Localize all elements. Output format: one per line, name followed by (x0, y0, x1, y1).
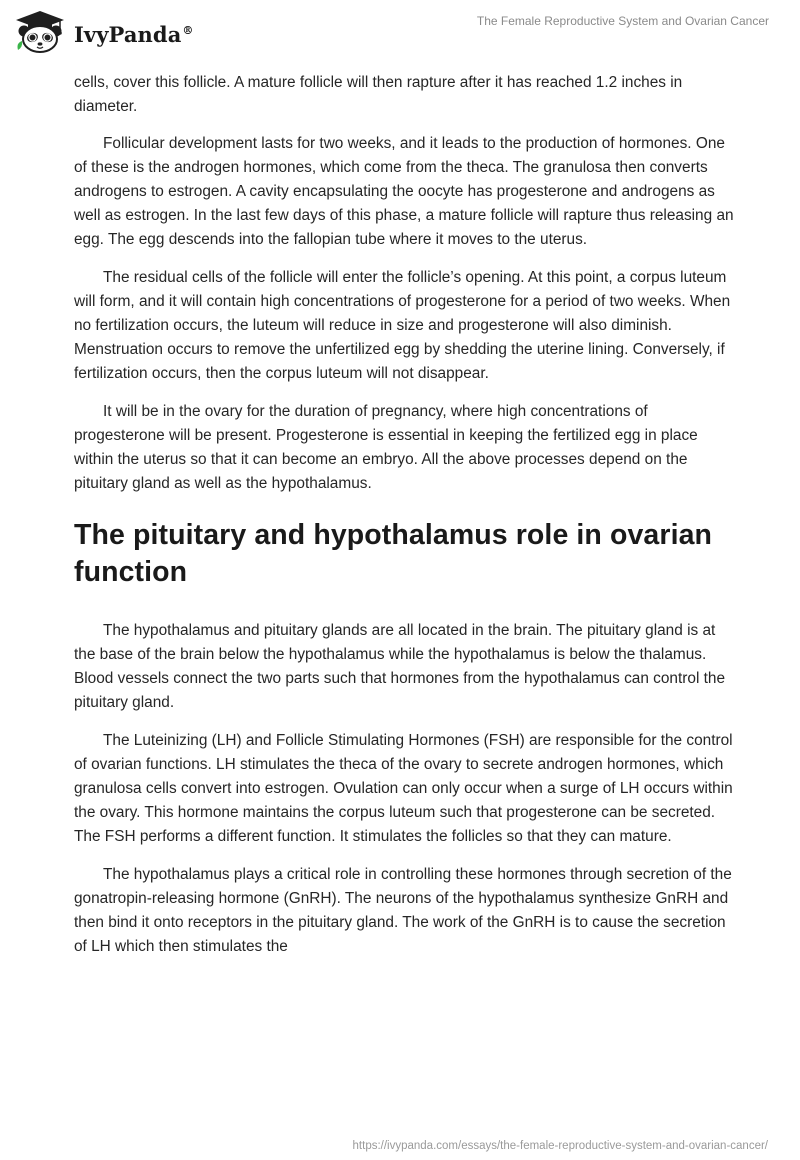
paragraph: Follicular development lasts for two weeks, and it leads to the production of hormones. One of these is the androgen hormones, which come from the theca. The granulosa then converts androgens to estrogen. A cavity encapsulating the oocyte has progesterone and androgens as well as estrogen. In the last few days of this phase, a mature follicle will rapture thus releasing an egg. The egg descends into the fallopian tube where it moves to the uterus. (74, 135, 734, 248)
paragraph: The Luteinizing (LH) and Follicle Stimulating Hormones (FSH) are responsible for the control of ovarian functions. LH stimulates the theca of the ovary to secrete androgen hormones, which granulosa cells convert into estrogen. Ovulation can only occur when a surge of LH occurs within the ovary. This hormone maintains the corpus luteum such that progesterone can be secreted. The FSH performs a different function. It stimulates the follicles so that they can mature. (74, 732, 733, 845)
section-heading: The pituitary and hypothalamus role in ovarian function (74, 519, 713, 588)
essay-content (74, 71, 734, 973)
paragraph: The hypothalamus plays a critical role in controlling these hormones through secretion of the gonatropin-releasing hormone (GnRH). The neurons of the hypothalamus synthesize GnRH and then bind it onto receptors in the pituitary gland. The work of the GnRH is to cause the secretion of LH which then stimulates the (74, 866, 732, 955)
logo-text (74, 22, 194, 47)
panda-logo-icon (14, 10, 66, 54)
source-url-link[interactable]: https://ivypanda.com/essays/the-female-reproductive-system-and-ovarian-cancer/ (352, 1140, 768, 1152)
paragraph: The hypothalamus and pituitary glands are all located in the brain. The pituitary gland is at the base of the brain below the hypothalamus while the hypothalamus is below the thalamus. Blood vessels connect the two parts such that hormones from the hypothalamus can control the pituitary gland. (74, 622, 726, 711)
paragraph: It will be in the ovary for the duration of pregnancy, where high concentrations of progesterone will be present. Progesterone is essential in keeping the fertilized egg in place within the uterus so that it can become an embryo. All the above processes depend on the pituitary gland as well as the hypothalamus. (74, 403, 698, 492)
document-title: The Female Reproductive System and Ovarian Cancer (476, 14, 769, 28)
logo-wordmark: IvyPanda (74, 21, 182, 47)
paragraph: The residual cells of the follicle will enter the follicle’s opening. At this point, a corpus luteum will form, and it will contain high concentrations of progesterone for a period of two weeks. When no fertilization occurs, the luteum will reduce in size and progesterone will also diminish. Menstruation occurs to remove the unfertilized egg by shedding the uterine lining. Conversely, if fertilization occurs, then the corpus luteum will not disappear. (74, 269, 731, 382)
paragraph: cells, cover this follicle. A mature follicle will then rapture after it has reached 1.2 inches in diameter. (74, 74, 683, 115)
page-header (0, 0, 800, 64)
logo-registered-mark: ® (182, 23, 194, 37)
site-logo[interactable] (14, 10, 194, 54)
